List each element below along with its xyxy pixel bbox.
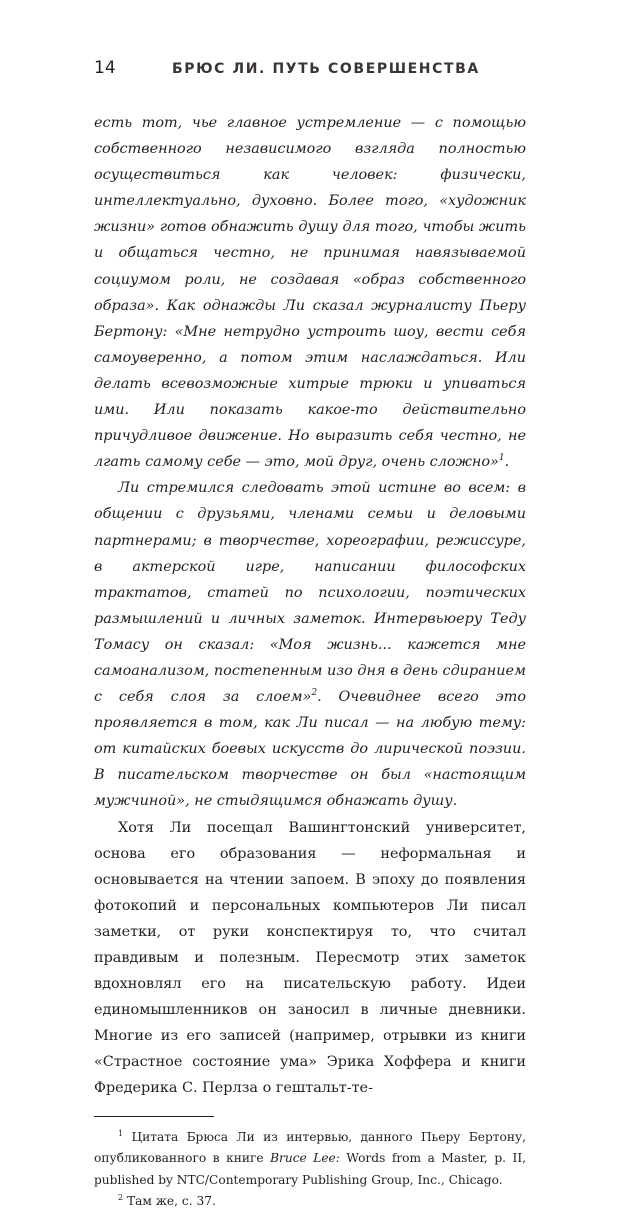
footnote-ref-2: 2 [311,688,318,699]
footnote-1-rest: Words from a Master, p. II, published by NTC/Contemporary Publishing Group, Inc., Chicago. [94,1151,527,1187]
paragraph-2-tail: . Очевиднее всего это проявляется в том, как Ли писал — на любую тему: от китайских боевых искусств до лирической поэзии. В писательском творчестве он был «настоящим мужчиной», не стыдящимся обнажать душу. [94,689,526,810]
footnote-1-italic: Bruce Lee: [270,1151,340,1166]
paragraph-1-tail: . [504,454,510,471]
book-page [94,58,526,1213]
running-title: БРЮС ЛИ. ПУТЬ СОВЕРШЕНСТВА [172,61,480,77]
footnote-2-text: Там же, с. 37. [126,1194,216,1209]
page-number: 14 [94,58,116,78]
footnote-1-mark: 1 [118,1128,124,1138]
body-text [94,110,526,1102]
footnote-rule [94,1116,214,1117]
footnote-1 [94,1127,526,1192]
running-head [94,58,526,84]
footnote-ref-1: 1 [498,453,505,464]
paragraph-3-text: Хотя Ли посещал Вашингтонский университет, основа его образования — неформальная и основывается на чтении запоем. В эпоху до появления фотокопий и персональных компьютеров Ли писал заметки, от руки конспектируя то, что считал правдивым и полезным. Пересмотр этих заметок вдохновлял его на писательскую работу. Идеи единомышленников он заносил в личные дневники. Многие из его записей (например, отрывки из книги «Страстное состояние ума» Эрика Хоффера и книги Фредерика С. Перлза о гештальт-те- [94,819,526,1097]
footnote-2-mark: 2 [118,1193,124,1202]
footnote-1-text: Цитата Брюса Ли из интервью, данного Пьеру Бертону, опубликованного в книге [94,1129,527,1166]
footnotes [94,1127,526,1213]
footnote-2 [94,1191,526,1213]
paragraph-1-text: есть тот, чье главное устремление — с помощью собственного независимого взгляда полностью осуществиться как человек: физически, интеллектуально, духовно. Более того, «художник жизни» готов обнажить душу для того, чтобы жить и общаться честно, не принимая навязываемой социумом роли, не создавая «образ собственного образа». Как однажды Ли сказал журналисту Пьеру Бертону: «Мне нетрудно устроить шоу, вести себя самоуверенно, а потом этим наслаждаться. Или делать всевозможные хитрые трюки и упиваться ими. Или показать какое-то действительно причудливое движение. Но выразить себя честно, не лгать самому себе — это, мой друг, очень сложно» [94,115,526,471]
paragraph-1 [94,110,526,475]
paragraph-2-text: Ли стремился следовать этой истине во всем: в общении с друзьями, членами семьи и деловыми партнерами; в творчестве, хореографии, режиссуре, в актерской игре, написании философских трактатов, статей по психологии, поэтических размышлений и личных заметок. Интервьюеру Теду Томасу он сказал: «Моя жизнь... кажется мне самоанализом, постепенным изо дня в день сдиранием с себя слоя за слоем» [94,480,526,706]
paragraph-3 [94,815,526,1102]
paragraph-2 [94,475,526,814]
